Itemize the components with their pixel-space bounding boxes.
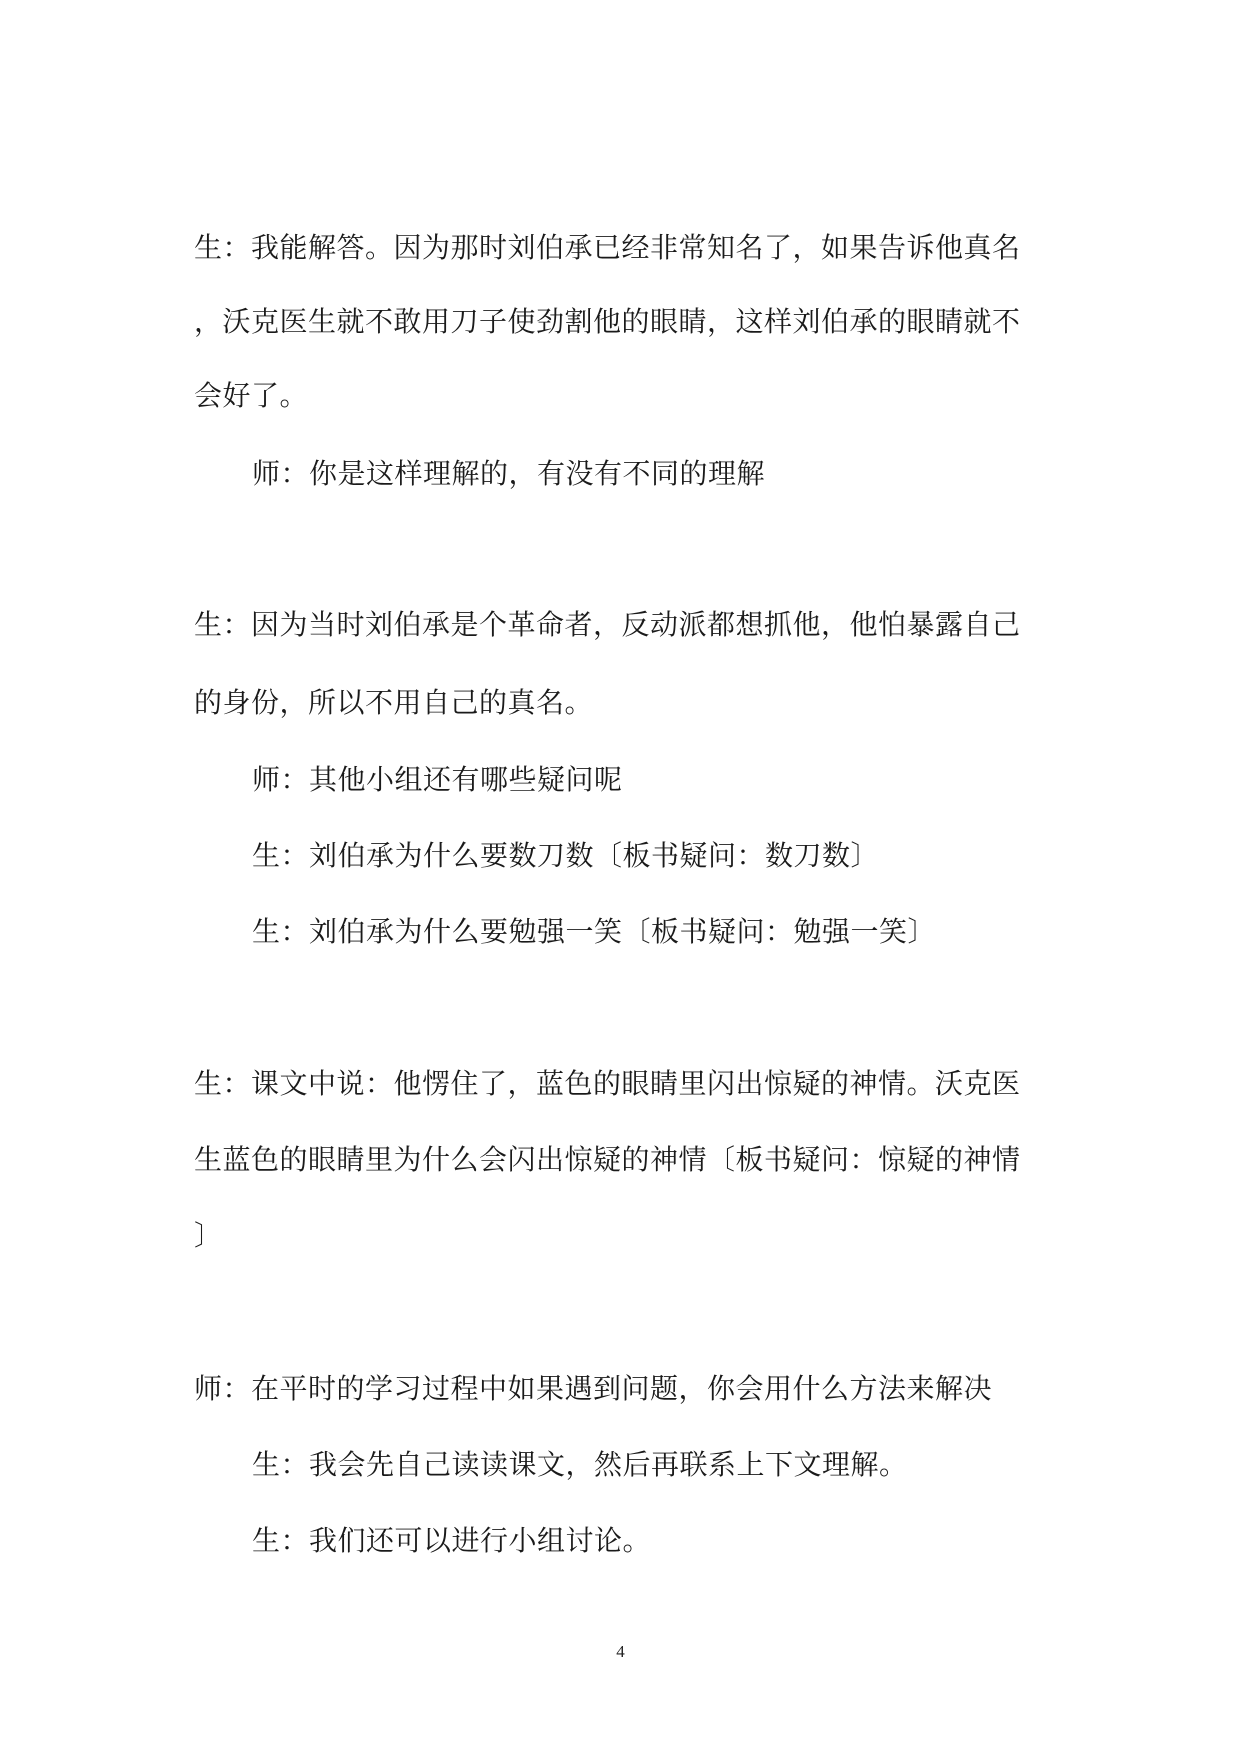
text-line: 生：刘伯承为什么要数刀数〔板书疑问：数刀数〕: [252, 839, 880, 872]
text-line: 生：刘伯承为什么要勉强一笑〔板书疑问：勉强一笑〕: [252, 915, 937, 948]
text-line: 生：课文中说：他愣住了，蓝色的眼睛里闪出惊疑的神情。沃克医: [194, 1067, 1021, 1100]
text-line: 〕: [194, 1219, 223, 1252]
text-line: 师：你是这样理解的，有没有不同的理解: [252, 457, 766, 490]
text-line: 师：在平时的学习过程中如果遇到问题，你会用什么方法来解决: [194, 1372, 993, 1405]
text-line: 会好了。: [194, 379, 309, 412]
text-line: 的身份，所以不用自己的真名。: [194, 686, 594, 719]
text-line: 生：我能解答。因为那时刘伯承已经非常知名了，如果告诉他真名: [194, 231, 1021, 264]
text-line: 师：其他小组还有哪些疑问呢: [252, 763, 623, 796]
text-line: 生：我会先自己读读课文，然后再联系上下文理解。: [252, 1448, 908, 1481]
page-number: 4: [616, 1642, 625, 1661]
text-line: 生：因为当时刘伯承是个革命者，反动派都想抓他，他怕暴露自己: [194, 608, 1021, 641]
text-line: 生蓝色的眼睛里为什么会闪出惊疑的神情〔板书疑问：惊疑的神情: [194, 1143, 1021, 1176]
text-line: ，沃克医生就不敢用刀子使劲割他的眼睛，这样刘伯承的眼睛就不: [194, 305, 1021, 338]
text-line: 生：我们还可以进行小组讨论。: [252, 1524, 652, 1557]
